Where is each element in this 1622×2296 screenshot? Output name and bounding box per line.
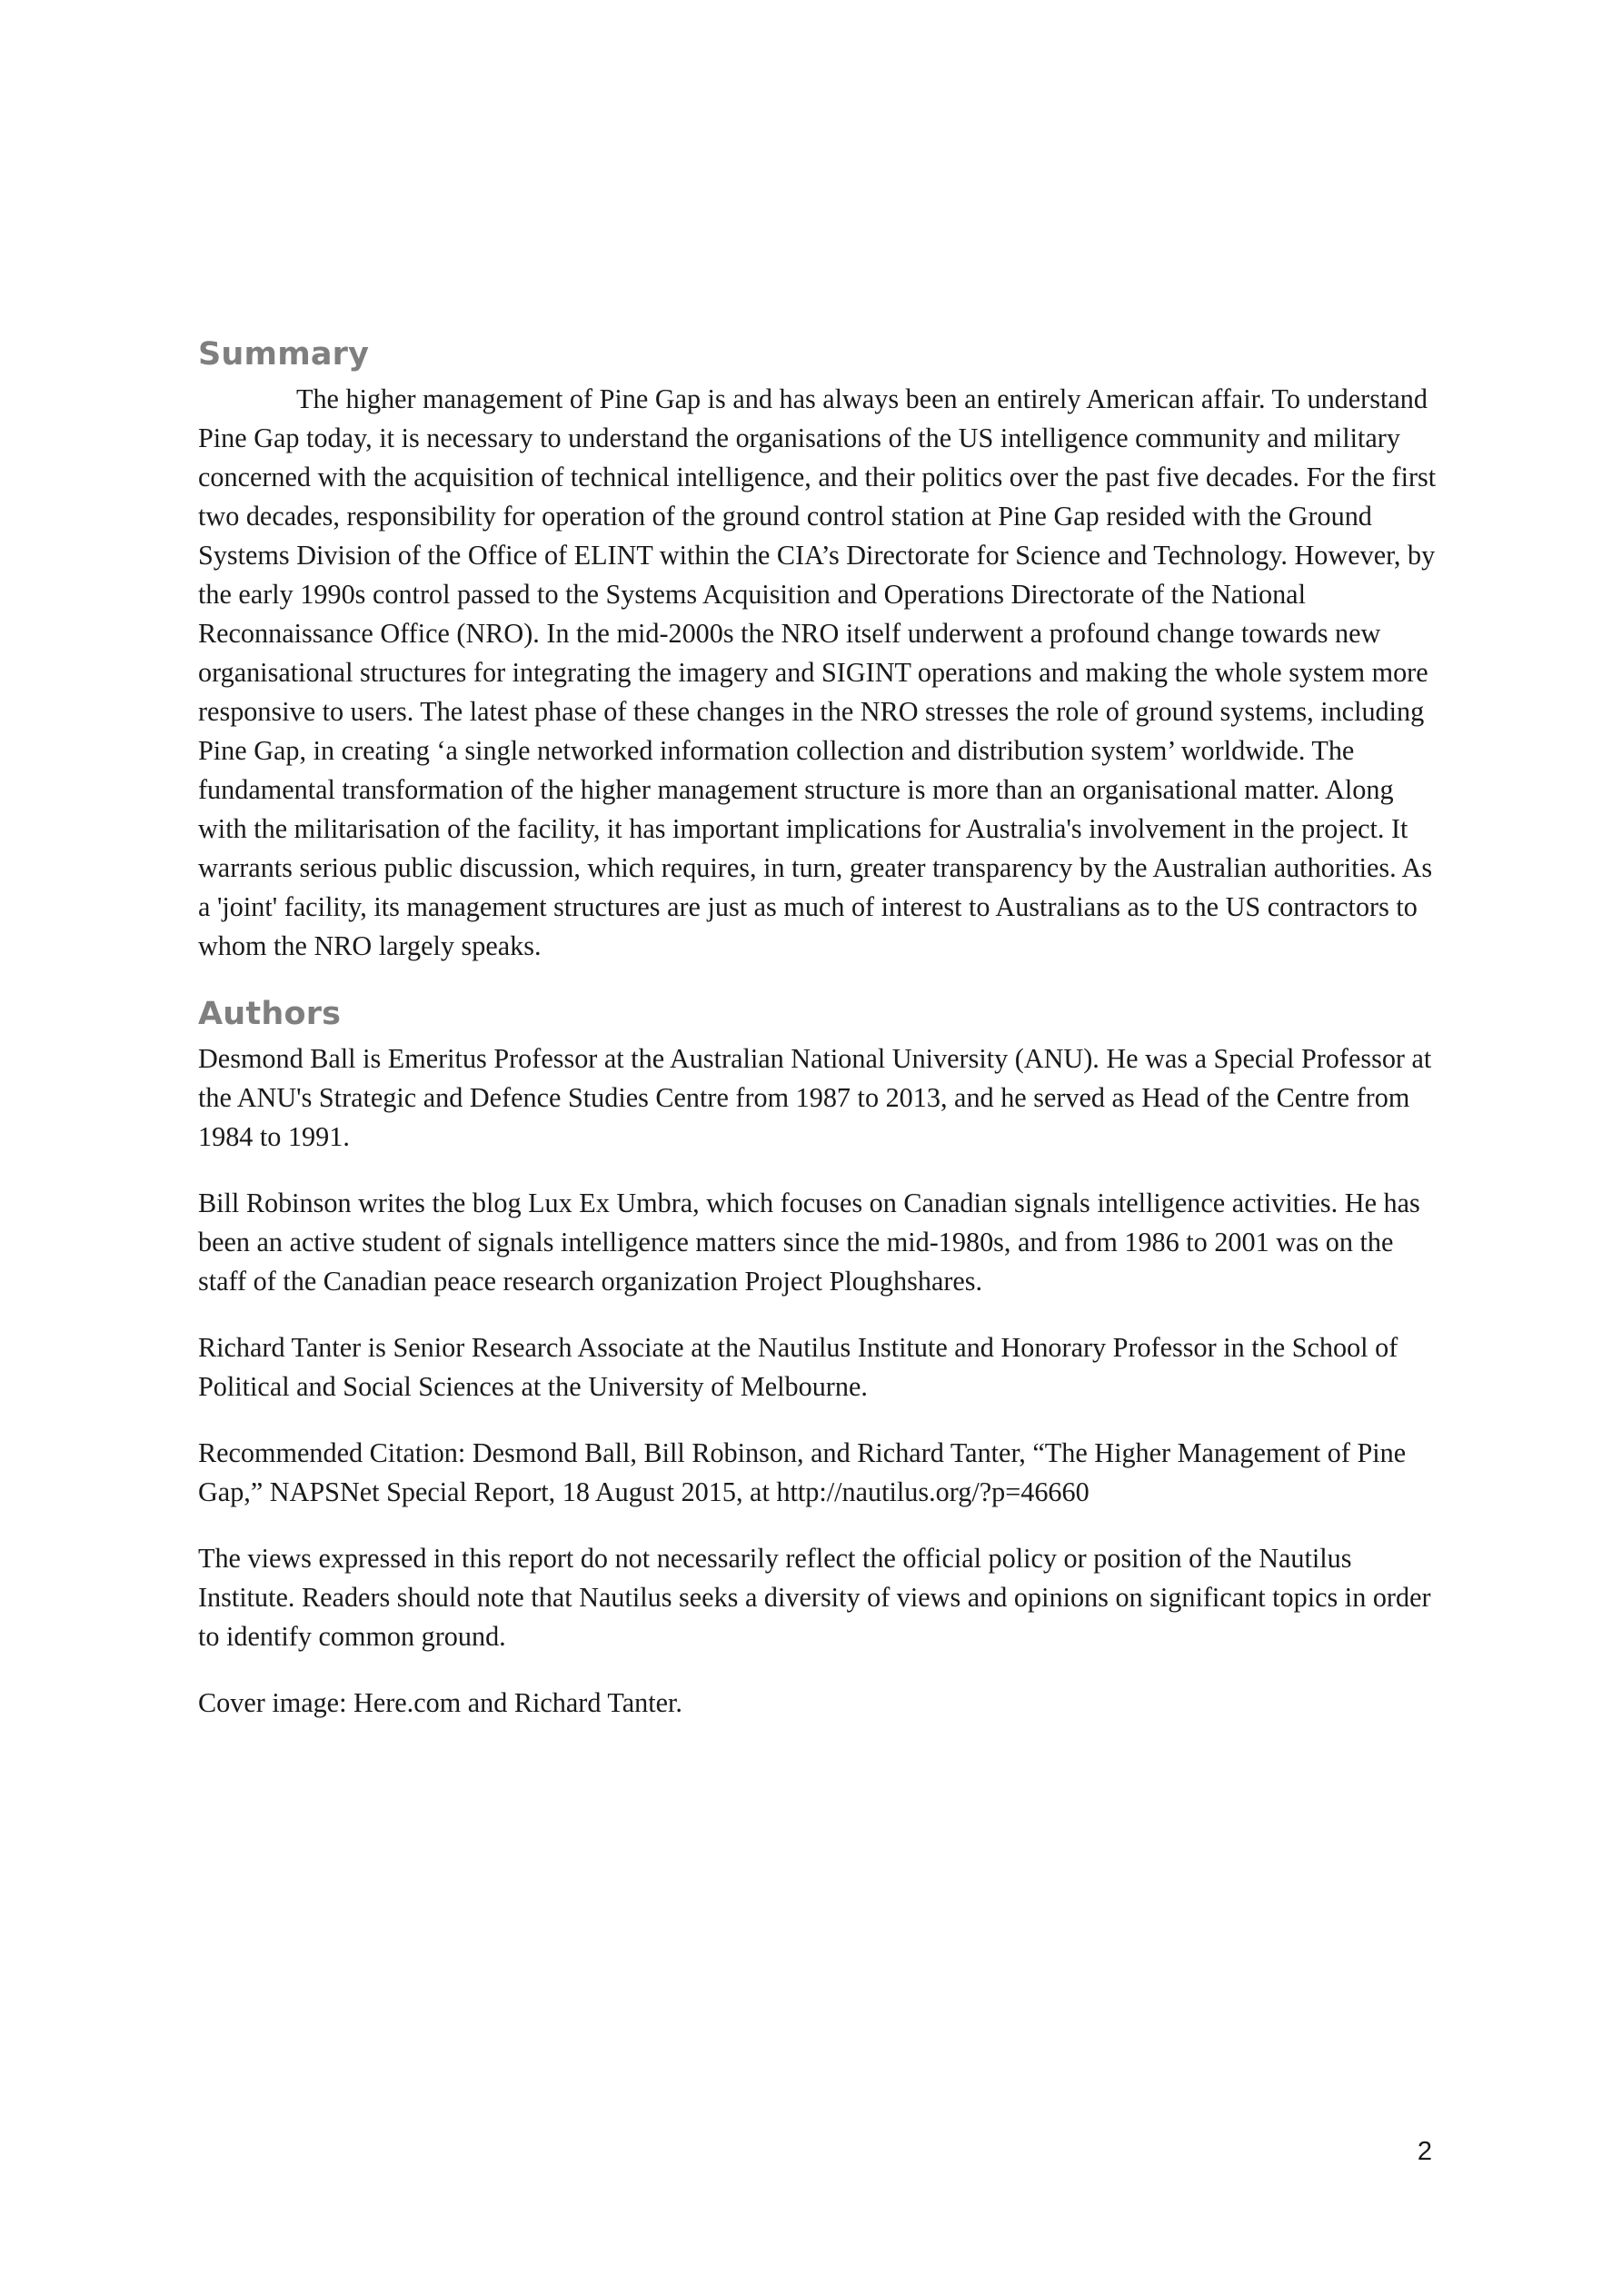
summary-heading: Summary	[198, 336, 370, 373]
summary-paragraph: The higher management of Pine Gap is and has always been an entirely American affair. To understand Pine Gap today, it is necessary to understand the organisations of the US intelligence community and military concerned with the acquisition of technical intelligence, and their politics over the past five decades. For the first two decades, responsibility for operation of the ground control station at Pine Gap resided with the Ground Systems Division of the Office of ELINT within the CIA’s Directorate for Science and Technology. However, by the early 1990s control passed to the Systems Acquisition and Operations Directorate of the National Reconnaissance Office (NRO). In the mid-2000s the NRO itself underwent a profound change towards new organisational structures for integrating the imagery and SIGINT operations and making the whole system more responsive to users. The latest phase of these changes in the NRO stresses the role of ground systems, including Pine Gap, in creating ‘a single networked information collection and distribution system’ worldwide. The fundamental transformation of the higher management structure is more than an organisational matter. Along with the militarisation of the facility, it has important implications for Australia's involvement in the project. It warrants serious public discussion, which requires, in turn, greater transparency by the Australian authorities. As a 'joint' facility, its management structures are just as much of interest to Australians as to the US contractors to whom the NRO largely speaks.	[198, 383, 1437, 961]
page-number: 2	[1417, 2137, 1432, 2166]
author-bio-richard-tanter: Richard Tanter is Senior Research Associate at the Nautilus Institute and Honorary Professor in the School of Political and Social Sciences at the University of Melbourne.	[198, 1332, 1398, 1402]
author-bio-desmond-ball: Desmond Ball is Emeritus Professor at the Australian National University (ANU). He was a Special Professor at the ANU's Strategic and Defence Studies Centre from 1987 to 2013, and he served as Head of the Centre from 1984 to 1991.	[198, 1043, 1432, 1152]
disclaimer-paragraph: The views expressed in this report do not necessarily reflect the official policy or position of the Nautilus Institute. Readers should note that Nautilus seeks a diversity of views and opinions on significant topics in order to identify common ground.	[198, 1543, 1431, 1652]
author-bio-bill-robinson: Bill Robinson writes the blog Lux Ex Umbra, which focuses on Canadian signals intelligence activities. He has been an active student of signals intelligence matters since the mid-1980s, and from 1986 to 2001 was on the staff of the Canadian peace research organization Project Ploughshares.	[198, 1188, 1420, 1297]
authors-heading: Authors	[198, 996, 342, 1032]
page-content	[198, 329, 1443, 1723]
recommended-citation: Recommended Citation: Desmond Ball, Bill Robinson, and Richard Tanter, “The Higher Management of Pine Gap,” NAPSNet Special Report, 18 August 2015, at http://nautilus.org/?p=46660	[198, 1437, 1407, 1507]
cover-image-credit: Cover image: Here.com and Richard Tanter.	[198, 1687, 682, 1718]
